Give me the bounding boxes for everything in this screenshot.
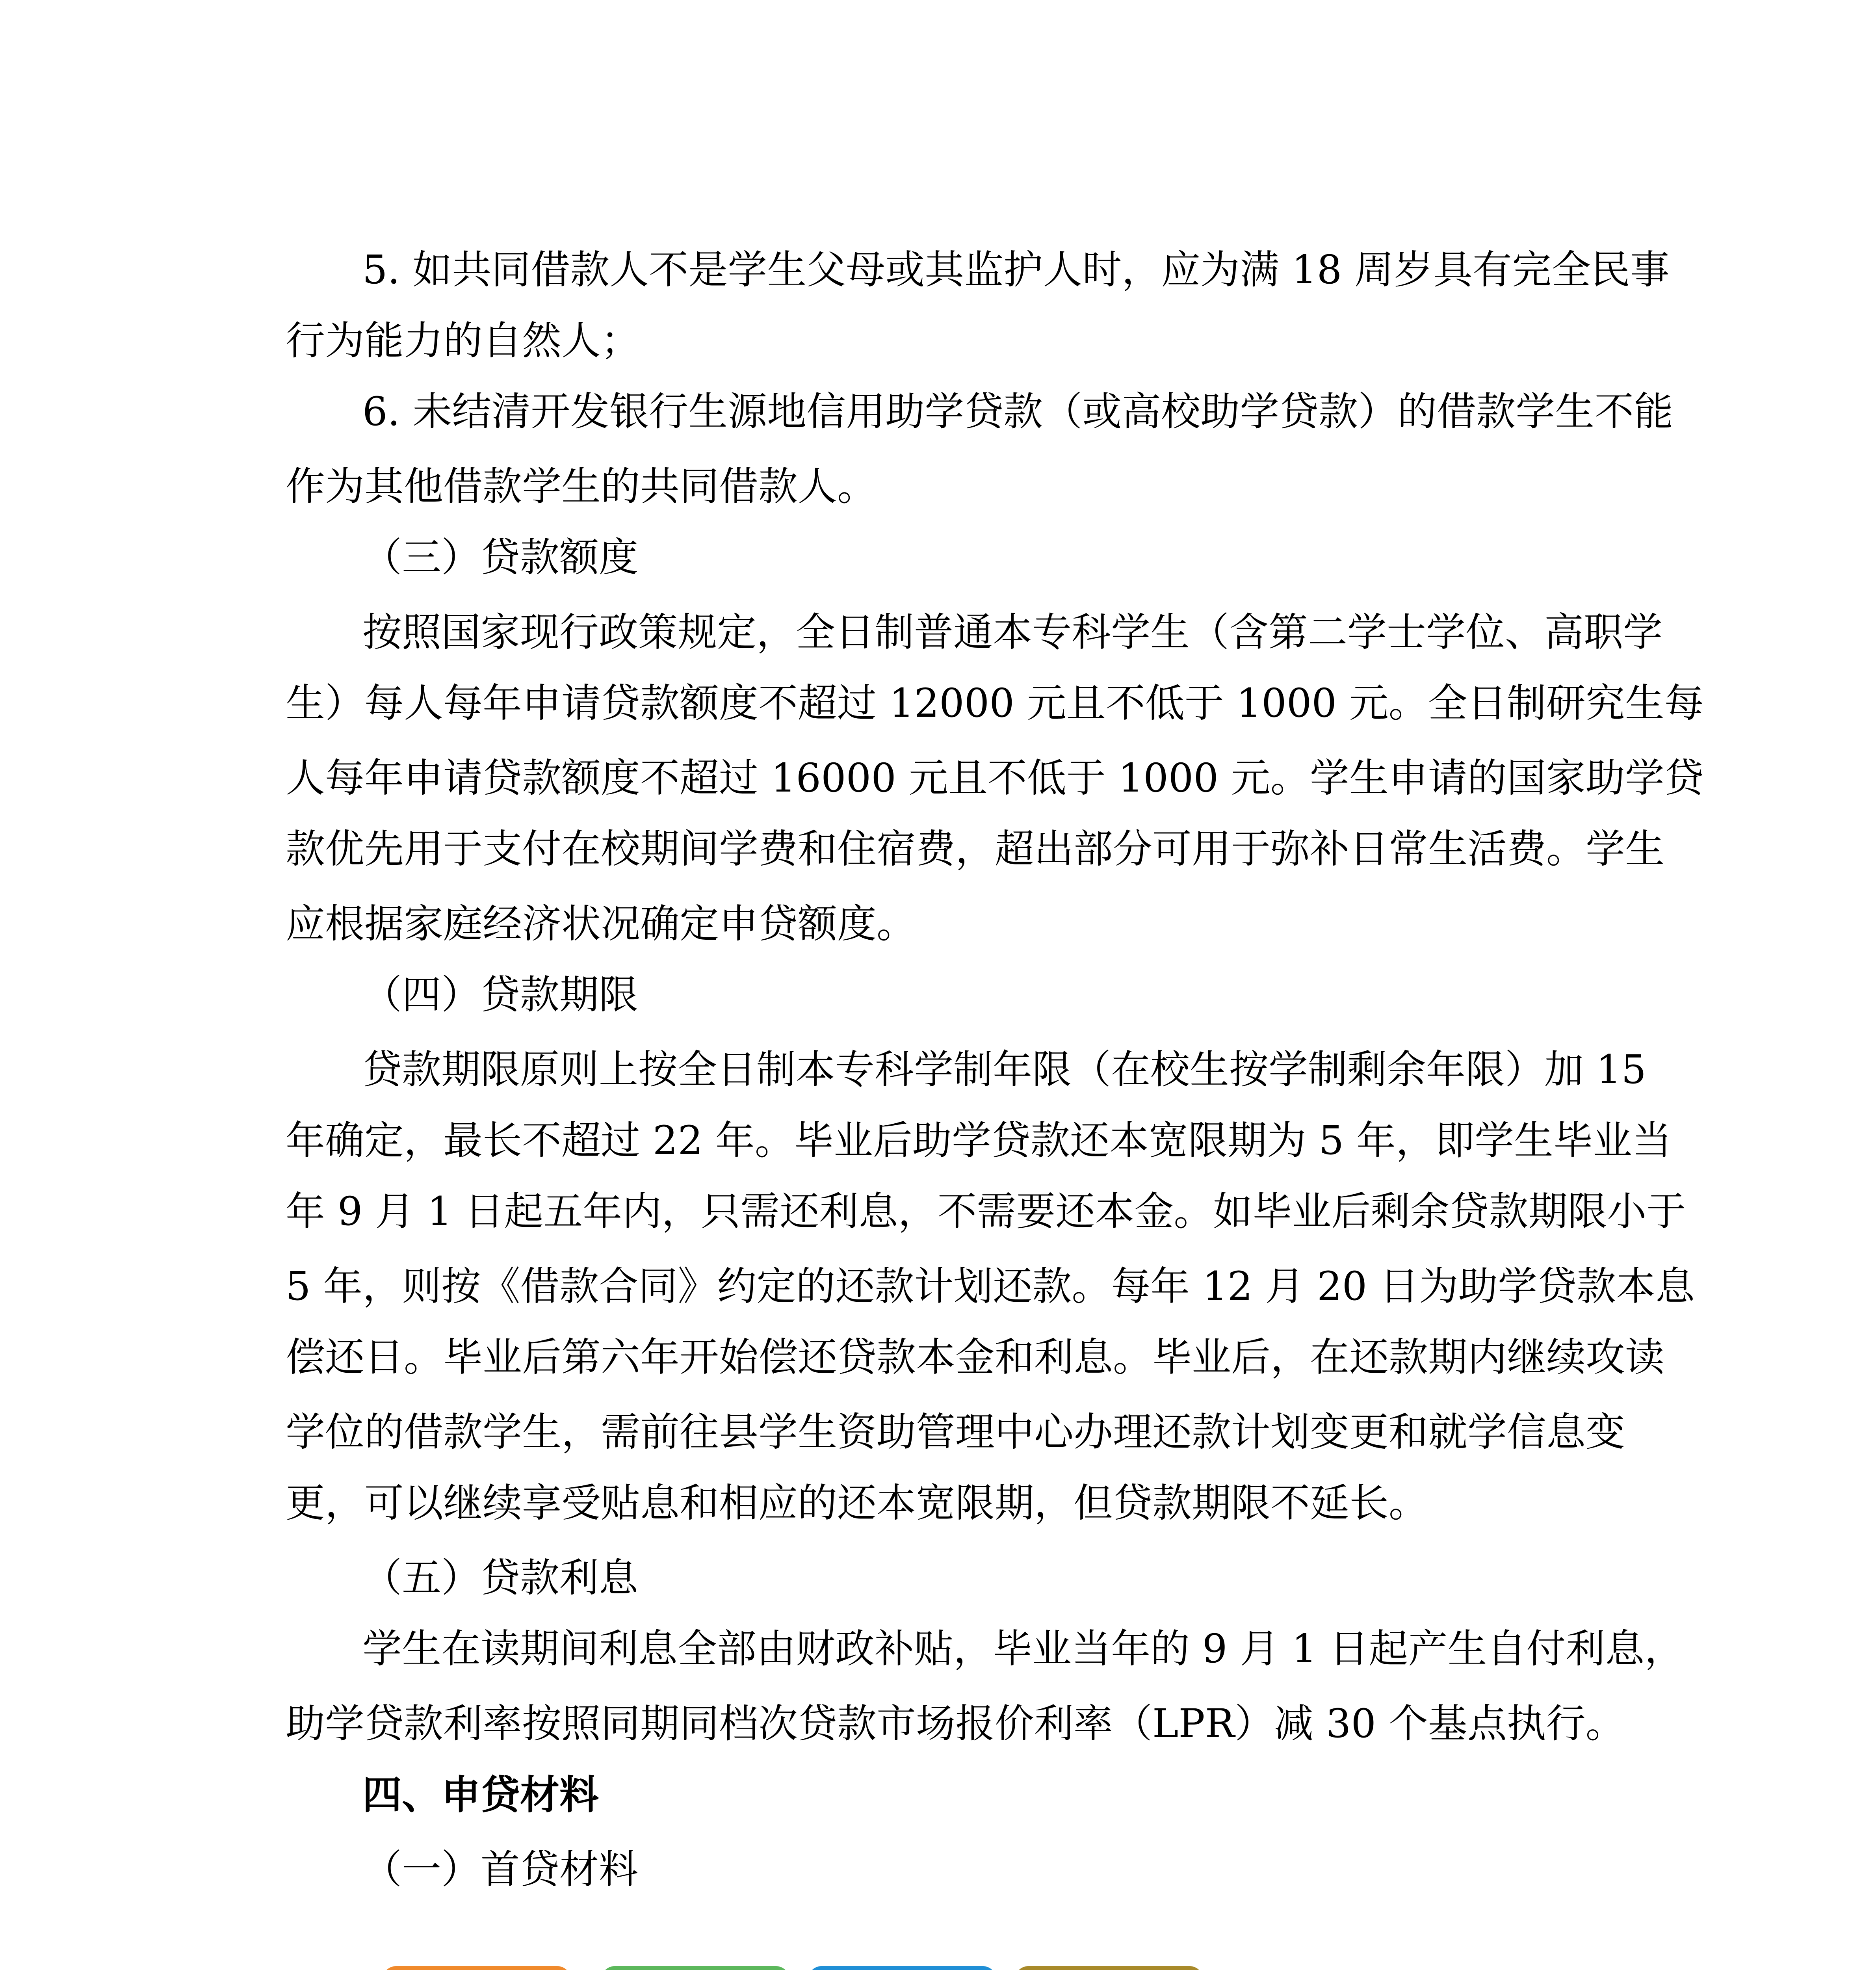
paragraph-line: 应根据家庭经济状况确定申贷额度。	[286, 901, 916, 947]
paragraph-line: 更，可以继续享受贴息和相应的还本宽限期，但贷款期限不延长。	[286, 1480, 1428, 1526]
header-online-application	[382, 1966, 571, 1970]
loan-process-flowchart	[366, 1931, 1261, 1970]
paragraph-line: 年 9 月 1 日起五年内，只需还利息，不需要还本金。如毕业后剩余贷款期限小于	[286, 1188, 1686, 1234]
chapter-heading: 四、申贷材料	[362, 1771, 599, 1818]
paragraph-line: 款优先用于支付在校期间学费和住宿费，超出部分可用于弥补日常生活费。学生	[286, 826, 1664, 872]
header-college	[808, 1966, 997, 1970]
paragraph-line: 生）每人每年申请贷款额度不超过 12000 元且不低于 1000 元。全日制研究生每	[286, 680, 1704, 726]
header-cdb-bank	[1014, 1966, 1204, 1970]
paragraph-line: 学位的借款学生，需前往县学生资助管理中心办理还款计划变更和就学信息变	[286, 1409, 1625, 1455]
paragraph-line: 学生在读期间利息全部由财政补贴，毕业当年的 9 月 1 日起产生自付利息，	[362, 1626, 1684, 1672]
paragraph-line: 偿还日。毕业后第六年开始偿还贷款本金和利息。毕业后，在还款期内继续攻读	[286, 1334, 1664, 1380]
paragraph-line: 人每年申请贷款额度不超过 16000 元且不低于 1000 元。学生申请的国家助学贷	[286, 755, 1704, 801]
paragraph-line: 助学贷款利率按照同期同档次贷款市场报价利率（LPR）减 30 个基点执行。	[286, 1701, 1625, 1747]
section-heading: （四）贷款期限	[362, 972, 638, 1018]
section-heading: （一）首贷材料	[362, 1846, 638, 1892]
section-heading: （三）贷款额度	[362, 534, 638, 580]
paragraph-line: 行为能力的自然人；	[286, 318, 640, 364]
header-county-center	[601, 1966, 790, 1970]
paragraph-line: 按照国家现行政策规定，全日制普通本专科学生（含第二学士学位、高职学	[362, 609, 1662, 655]
paragraph-line: 5 年，则按《借款合同》约定的还款计划还款。每年 12 月 20 日为助学贷款本息	[286, 1263, 1695, 1309]
paragraph-line: 6. 未结清开发银行生源地信用助学贷款（或高校助学贷款）的借款学生不能	[362, 388, 1674, 435]
section-heading: （五）贷款利息	[362, 1555, 638, 1601]
paragraph-line: 年确定，最长不超过 22 年。毕业后助学贷款还本宽限期为 5 年，即学生毕业当	[286, 1117, 1672, 1163]
paragraph-line: 作为其他借款学生的共同借款人。	[286, 463, 877, 509]
paragraph-line: 贷款期限原则上按全日制本专科学制年限（在校生按学制剩余年限）加 15	[362, 1046, 1647, 1093]
paragraph-line: 5. 如共同借款人不是学生父母或其监护人时，应为满 18 周岁具有完全民事	[362, 247, 1670, 293]
